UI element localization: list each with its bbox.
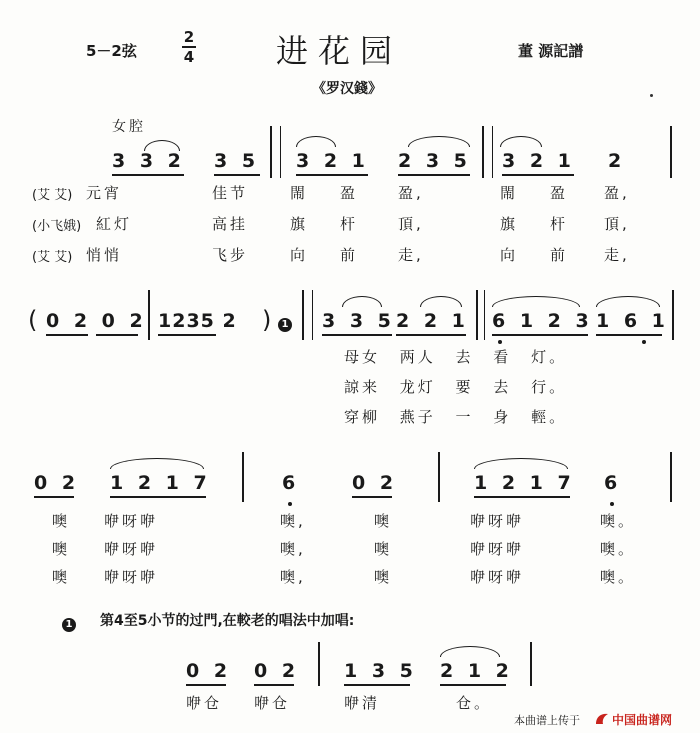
lyric: 走, bbox=[398, 246, 424, 264]
slur bbox=[420, 296, 462, 307]
beam bbox=[344, 684, 410, 686]
footnote-marker-label: 1 bbox=[278, 318, 292, 332]
slur bbox=[110, 458, 204, 469]
barline bbox=[270, 126, 272, 178]
role-name: (小飞娥) bbox=[32, 219, 82, 234]
beam bbox=[110, 496, 206, 498]
barline bbox=[148, 290, 150, 340]
beam bbox=[296, 174, 368, 176]
lyric: 咿仓 bbox=[186, 694, 223, 712]
lyric: 噢。 bbox=[600, 568, 637, 586]
barline bbox=[670, 126, 672, 178]
low-octave-dot bbox=[642, 340, 646, 344]
beam bbox=[440, 684, 506, 686]
beam bbox=[96, 334, 138, 336]
lyric: 噢, bbox=[280, 568, 306, 586]
time-signature bbox=[182, 28, 196, 66]
note-group: 3 3 5 bbox=[322, 310, 395, 332]
low-octave-dot bbox=[610, 502, 614, 506]
beam bbox=[502, 174, 574, 176]
barline bbox=[482, 126, 484, 178]
lyric: 閙 bbox=[500, 184, 519, 202]
low-octave-dot bbox=[498, 340, 502, 344]
barline bbox=[318, 642, 320, 686]
lyric: 杆 bbox=[340, 215, 359, 233]
lyric: 噢 bbox=[52, 568, 71, 586]
lyric: 旗 bbox=[290, 215, 309, 233]
lyric: 盈, bbox=[398, 184, 424, 202]
barline bbox=[530, 642, 532, 686]
lyric: 咿呀咿 bbox=[470, 512, 525, 530]
lyric: 飞步 bbox=[212, 246, 249, 264]
note-group: 0 2 0 2 bbox=[46, 310, 147, 332]
lyric: 咿呀咿 bbox=[104, 568, 159, 586]
note-group: 0 2 bbox=[254, 660, 300, 682]
lyric: 噢 bbox=[374, 568, 393, 586]
barline bbox=[476, 290, 478, 340]
beam bbox=[34, 496, 74, 498]
beam bbox=[474, 496, 570, 498]
voice-label: 女腔 bbox=[112, 119, 146, 135]
beam bbox=[396, 334, 466, 336]
barline bbox=[312, 290, 313, 340]
slur bbox=[500, 136, 542, 147]
note-group: 3 2 1 bbox=[502, 150, 575, 172]
beam bbox=[352, 496, 392, 498]
lyric: 噢。 bbox=[600, 512, 637, 530]
note-group: 1 2 1 7 bbox=[110, 472, 211, 494]
barline bbox=[438, 452, 440, 502]
lyric: 咿呀咿 bbox=[470, 540, 525, 558]
lyric: 杆 bbox=[550, 215, 569, 233]
site-brand[interactable]: 中国曲谱网 bbox=[612, 713, 673, 727]
note-group: 0 2 bbox=[34, 472, 80, 494]
lyric-line: 穿柳 燕子 一 身 輕。 bbox=[344, 408, 568, 426]
footnote-marker bbox=[278, 312, 292, 332]
beam bbox=[254, 684, 294, 686]
note-group: 0 2 bbox=[352, 472, 398, 494]
note-group: 3 2 1 bbox=[296, 150, 369, 172]
footnote-marker-label: 1 bbox=[62, 618, 76, 632]
beam bbox=[596, 334, 662, 336]
barline bbox=[280, 126, 281, 178]
note-group: 1 2 1 7 bbox=[474, 472, 575, 494]
beam bbox=[398, 174, 470, 176]
barline bbox=[484, 290, 485, 340]
lyric: 頂, bbox=[398, 215, 424, 233]
footnote-marker-2 bbox=[62, 612, 76, 632]
lyric: 盈, bbox=[604, 184, 630, 202]
opera-source: 《罗汉錢》 bbox=[312, 81, 382, 97]
lyric: 紅灯 bbox=[96, 215, 133, 233]
lyric: 閙 bbox=[290, 184, 309, 202]
lyric: 噢, bbox=[280, 540, 306, 558]
song-title: 进花园 bbox=[276, 32, 403, 70]
close-paren: ) bbox=[262, 306, 276, 334]
beam bbox=[112, 174, 184, 176]
slur bbox=[342, 296, 382, 307]
barline bbox=[492, 126, 493, 178]
note-group: 2 3 5 bbox=[398, 150, 471, 172]
note-group: 1 3 5 bbox=[344, 660, 417, 682]
barline bbox=[672, 290, 674, 340]
lyric: 噢 bbox=[374, 512, 393, 530]
lyric: 走, bbox=[604, 246, 630, 264]
lyric: 仓。 bbox=[456, 694, 493, 712]
low-octave-dot bbox=[288, 502, 292, 506]
lyric: 噢 bbox=[374, 540, 393, 558]
lyric: 咿清 bbox=[344, 694, 381, 712]
lyric: 佳节 bbox=[212, 184, 249, 202]
beam bbox=[158, 334, 216, 336]
note-group: 2 2 1 bbox=[396, 310, 469, 332]
note-group: 2 1 2 bbox=[440, 660, 513, 682]
time-top: 2 bbox=[183, 28, 195, 46]
lyric: 咿仓 bbox=[254, 694, 291, 712]
lyric: 噢。 bbox=[600, 540, 637, 558]
barline bbox=[670, 452, 672, 502]
slur bbox=[596, 296, 660, 307]
lyric: 盈 bbox=[550, 184, 569, 202]
time-bottom: 4 bbox=[183, 48, 195, 66]
lyric: 旗 bbox=[500, 215, 519, 233]
lyric: 盈 bbox=[340, 184, 359, 202]
lyric: 噢 bbox=[52, 512, 71, 530]
slur bbox=[296, 136, 336, 147]
transcriber: 董 源記譜 bbox=[518, 42, 584, 60]
note-group: 6 bbox=[604, 472, 622, 494]
lyric: 高挂 bbox=[212, 215, 249, 233]
note-group: 0 2 bbox=[186, 660, 232, 682]
beam bbox=[214, 174, 260, 176]
footnote-text: 第4至5小节的过門,在較老的唱法中加唱: bbox=[100, 613, 355, 629]
lyric: 向 bbox=[500, 246, 519, 264]
note-group: 6 1 2 3 bbox=[492, 310, 593, 332]
slur bbox=[474, 458, 568, 469]
lyric-line: 諒来 龙灯 要 去 行。 bbox=[344, 378, 568, 396]
lyric: 噢 bbox=[52, 540, 71, 558]
note-group: 3 5 bbox=[214, 150, 260, 172]
lyric: 咿呀咿 bbox=[470, 568, 525, 586]
lyric-line: 母女 两人 去 看 灯。 bbox=[344, 348, 568, 366]
open-paren: ( bbox=[28, 306, 42, 334]
note-group: 1 6 1 bbox=[596, 310, 669, 332]
key-signature: 5－2弦 bbox=[86, 42, 137, 60]
lyric: 咿呀咿 bbox=[104, 540, 159, 558]
site-logo-icon bbox=[594, 711, 610, 725]
beam bbox=[492, 334, 588, 336]
upload-credit: 本曲谱上传于 bbox=[514, 714, 580, 727]
lyric: 噢, bbox=[280, 512, 306, 530]
speck bbox=[650, 94, 653, 97]
barline bbox=[242, 452, 244, 502]
lyric: 前 bbox=[340, 246, 359, 264]
note-group: 6 bbox=[282, 472, 300, 494]
note-group: 1235 2 bbox=[158, 310, 237, 332]
lyric: 元宵 bbox=[86, 184, 123, 202]
note-group: 3 3 2 bbox=[112, 150, 185, 172]
beam bbox=[322, 334, 392, 336]
beam bbox=[46, 334, 88, 336]
beam bbox=[186, 684, 226, 686]
lyric: 咿呀咿 bbox=[104, 512, 159, 530]
lyric: 向 bbox=[290, 246, 309, 264]
lyric: 悄悄 bbox=[86, 246, 123, 264]
note-group: 2 bbox=[608, 150, 626, 172]
slur bbox=[492, 296, 580, 307]
role-name: (艾 艾) bbox=[32, 188, 73, 203]
lyric: 前 bbox=[550, 246, 569, 264]
slur bbox=[440, 646, 500, 657]
barline bbox=[302, 290, 304, 340]
slur bbox=[408, 136, 470, 147]
lyric: 頂, bbox=[604, 215, 630, 233]
role-name: (艾 艾) bbox=[32, 250, 73, 265]
